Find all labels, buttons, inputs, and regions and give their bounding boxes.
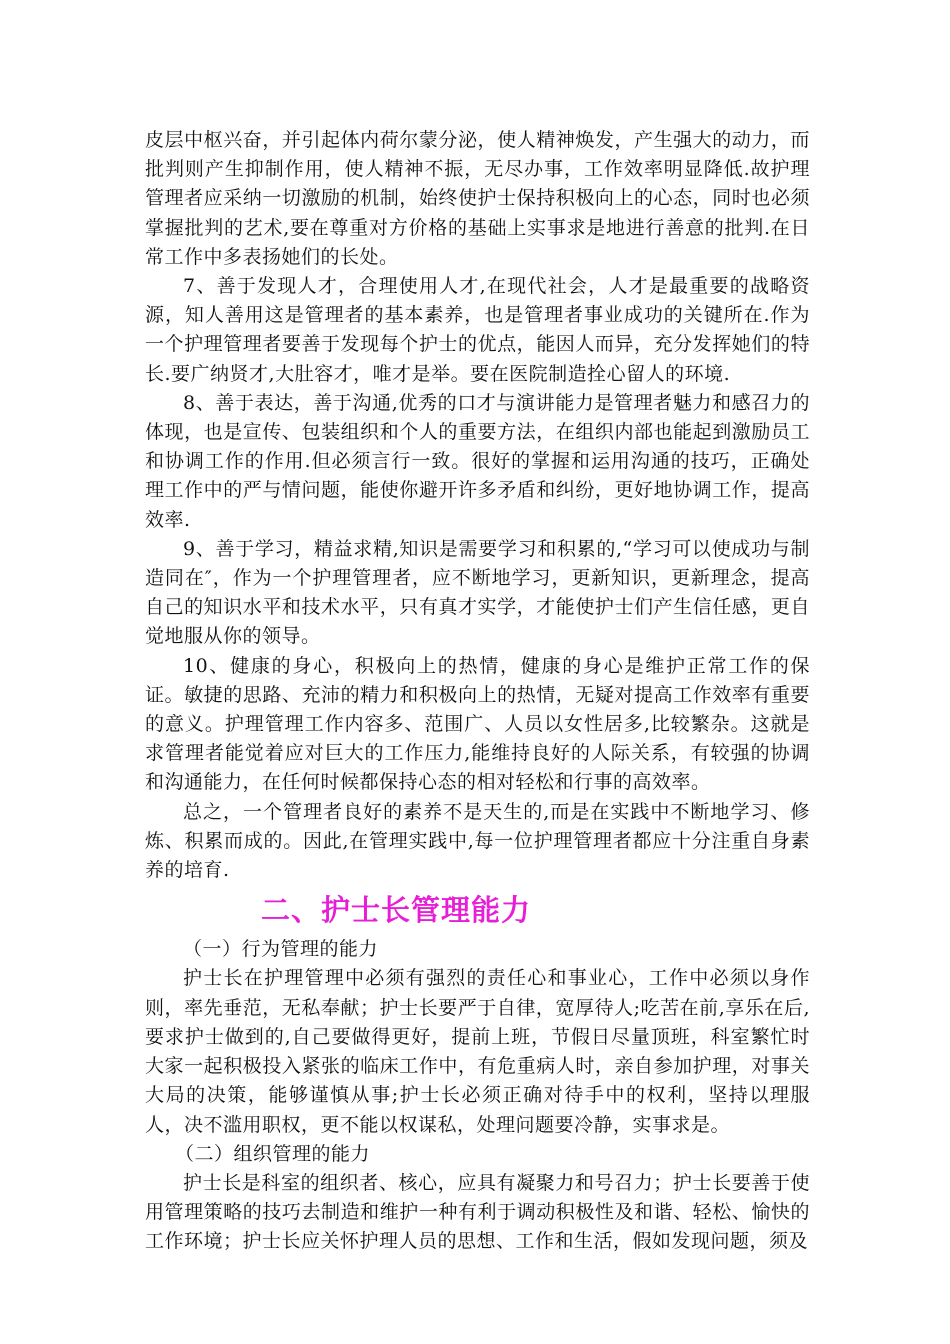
paragraph-item-9: 9、善于学习，精益求精,知识是需要学习和积累的,“学习可以使成功与制造同在″，作为一个护理管理者，应不断地学习，更新知识，更新理念，提高自己的知识水平和技术水平，只有真才实学，才能使护士们产生信任感，更自觉地服从你的领导。	[145, 537, 810, 648]
paragraph-summary: 总之，一个管理者良好的素养不是天生的,而是在实践中不断地学习、修炼、积累而成的。因此,在管理实践中,每一位护理管理者都应十分注重自身素养的培育.	[145, 800, 810, 882]
paragraph-1: 皮层中枢兴奋，并引起体内荷尔蒙分泌，使人精神焕发，产生强大的动力，而批判则产生抑制作用，使人精神不振，无尽办事，工作效率明显降低.故护理管理者应采纳一切激励的机制，始终使护士保持积极向上的心态，同时也必须掌握批判的艺术,要在尊重对方价格的基础上实事求是地进行善意的批判.在日常工作中多表扬她们的长处。	[145, 129, 810, 268]
paragraph-item-7: 7、善于发现人才，合理使用人才,在现代社会，人才是最重要的战略资源，知人善用这是管理者的基本素养，也是管理者事业成功的关键所在.作为一个护理管理者要善于发现每个护士的优点，能因人而异，充分发挥她们的特长.要广纳贤才,大肚容才，唯才是举。要在医院制造拴心留人的环境.	[145, 275, 810, 385]
subsection-heading-organization: （二）组织管理的能力	[175, 1142, 371, 1165]
subsection-text-organization: 护士长是科室的组织者、核心，应具有凝聚力和号召力；护士长要善于使用管理策略的技巧去制造和维护一种有利于调动积极性及和谐、轻松、愉快的工作环境；护士长应关怀护理人员的思想、工作和生活，假如发现问题，须及	[145, 1171, 810, 1253]
subsection-heading-behavior: （一）行为管理的能力	[183, 938, 379, 961]
document-body	[145, 126, 810, 1257]
section-title: 二、护士长管理能力	[261, 893, 532, 928]
paragraph-item-8: 8、善于表达，善于沟通,优秀的口才与演讲能力是管理者魅力和感召力的体现，也是宣传、包装组织和个人的重要方法，在组织内部也能起到激励员工和协调工作的作用.但必须言行一致。很好的掌握和运用沟通的技巧，正确处理工作中的严与情问题，能使你避开许多矛盾和纠纷，更好地协调工作，提高效率.	[145, 391, 810, 531]
subsection-text-behavior: 护士长在护理管理中必须有强烈的责任心和事业心，工作中必须以身作则，率先垂范，无私奉献；护士长要严于自律，宽厚待人;吃苦在前,享乐在后,要求护士做到的,自己要做得更好，提前上班，节假日尽量顶班，科室繁忙时大家一起积极投入紧张的临床工作中，有危重病人时，亲自参加护理，对事关大局的决策，能够谨慎从事;护士长必须正确对待手中的权利，坚持以理服人，决不滥用职权，更不能以权谋私，处理问题要冷静，实事求是。	[145, 967, 810, 1136]
paragraph-item-10: 10、健康的身心，积极向上的热情，健康的身心是维护正常工作的保证。敏捷的思路、充沛的精力和积极向上的热情，无疑对提高工作效率有重要的意义。护理管理工作内容多、范围广、人员以女性居多,比较繁杂。这就是求管理者能觉着应对巨大的工作压力,能维持良好的人际关系，有较强的协调和沟通能力，在任何时候都保持心态的相对轻松和行事的高效率。	[145, 654, 810, 794]
